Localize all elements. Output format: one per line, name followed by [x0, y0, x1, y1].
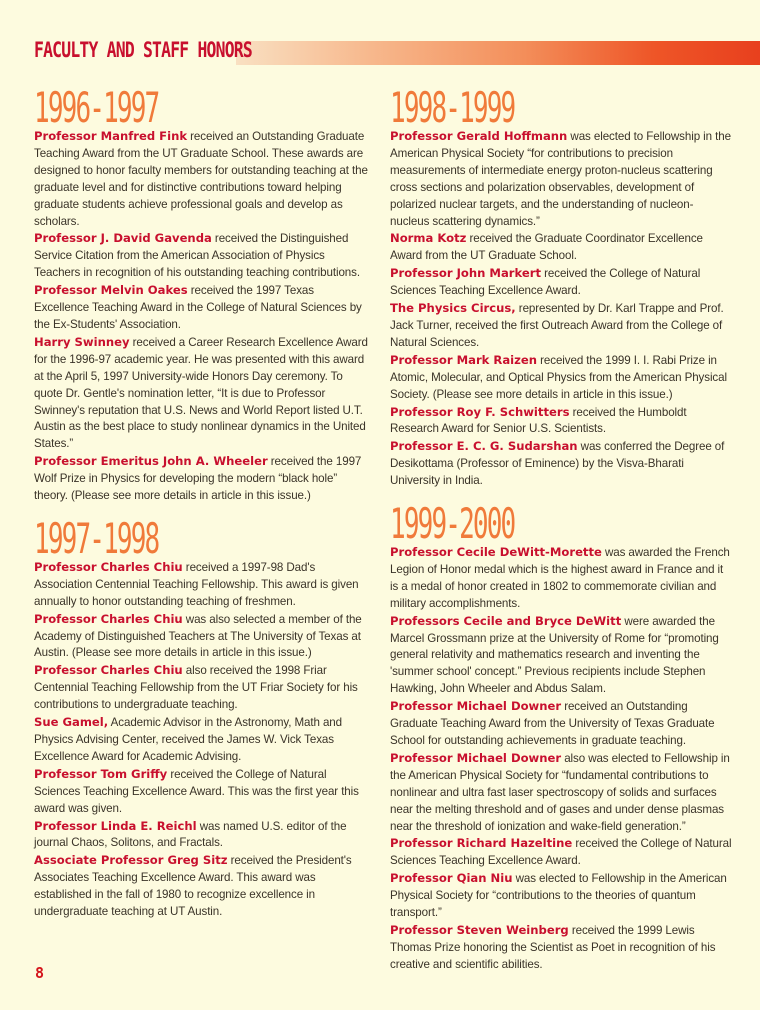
honor-entry: [390, 300, 732, 352]
honor-entry: [390, 698, 732, 750]
honor-text: received the 1999 Lewis Thomas Prize honoring the Scientist as Poet in recognition of his creative and scientific abilities.: [390, 923, 716, 971]
honor-entry: [34, 662, 370, 714]
honor-entry: [390, 438, 732, 490]
right-column: [390, 83, 732, 974]
honor-text: received a 1997-98 Dad's Association Centennial Teaching Fellowship. This award is given annually to honor outstanding teaching of freshmen.: [34, 560, 359, 608]
honor-text: was also selected a member of the Academy of Distinguished Teachers at The University of Texas at Austin. (Please see more details in article in this issue.): [34, 612, 362, 660]
honor-entry: [390, 404, 732, 439]
honoree-name: Professor Manfred Fink: [34, 129, 188, 143]
honor-text: represented by Dr. Karl Trappe and Prof. Jack Turner, received the first Outreach Award from the College of Natural Sciences.: [390, 302, 724, 349]
honoree-name: The Physics Circus,: [390, 301, 516, 316]
section-1998-1999: [390, 83, 732, 490]
honor-text: was awarded the French Legion of Honor medal which is the highest award in France and it is a medal of honor created in 1802 to commemorate civilian and military accomplishments.: [390, 546, 730, 610]
year-heading: 1996-1997: [34, 83, 159, 132]
honor-entry: [390, 870, 732, 922]
honoree-name: Sue Gamel,: [34, 715, 109, 730]
honoree-name: Professor Linda E. Reichl: [34, 818, 197, 833]
honor-text: received the Graduate Coordinator Excellence Award from the UT Graduate School.: [390, 232, 703, 263]
honor-entry: [34, 611, 370, 663]
honoree-name: Associate Professor Greg Sitz: [34, 853, 228, 868]
honor-entry: [390, 265, 732, 300]
honoree-name: Professor Cecile DeWitt-Morette: [390, 545, 602, 560]
honoree-name: Professor Michael Downer: [390, 699, 562, 714]
honoree-name: Professor Michael Downer: [390, 750, 562, 765]
honor-text: received the 1999 I. I. Rabi Prize in Atomic, Molecular, and Optical Physics from the American Physical Society. (Please see more details in article in this issue.): [390, 353, 727, 401]
section-1997-1998: [34, 513, 370, 921]
honor-entry: [390, 544, 732, 613]
honor-text: were awarded the Marcel Grossmann prize at the University of Rome for “promoting general relativity and mathematics research and inventing the 'summer school' concept.” Previous recipients include Stephen Hawking, John Wheeler and Abdus Salam.: [390, 614, 719, 696]
honoree-name: Professor Melvin Oakes: [34, 283, 188, 298]
honor-text: was elected to Fellowship in the American Physical Society “for contributions to precision measurements of intermediate energy proton-nucleus scattering cross sections and polarization observables, development of polarized nuclear targets, and the understanding of nucleon-nucleus scattering dynamics.”: [390, 130, 731, 228]
honor-text: received the College of Natural Sciences Teaching Excellence Award. This was the first year this award was given.: [34, 767, 359, 815]
honor-entry: [34, 230, 370, 282]
honoree-name: Professor Steven Weinberg: [390, 922, 569, 937]
honor-text: also was elected to Fellowship in the American Physical Society for “fundamental contributions to nonlinear and ultra fast laser spectroscopy of solids and surfaces near the melting threshold and of gases and under dense plasmas near the threshold of ionization and wake-field generation.”: [390, 751, 730, 833]
honoree-name: Professor Charles Chiu: [34, 611, 183, 626]
left-column: [34, 83, 370, 921]
honor-text: was named U.S. editor of the journal Chaos, Solitons, and Fractals.: [34, 819, 347, 850]
honoree-name: Professor Gerald Hoffmann: [390, 129, 568, 143]
header-gradient-band: [236, 41, 760, 65]
honor-entry: [34, 714, 370, 766]
honor-entry: [34, 128, 370, 230]
honoree-name: Professors Cecile and Bryce DeWitt: [390, 613, 622, 628]
honoree-name: Professor Roy F. Schwitters: [390, 404, 570, 419]
honor-entry: [390, 352, 732, 404]
honor-text: Academic Advisor in the Astronomy, Math and Physics Advising Center, received the James W. Vick Texas Excellence Award for Academic Advising.: [34, 716, 342, 763]
honor-entry: [34, 453, 370, 505]
page-title: FACULTY AND STAFF HONORS: [34, 38, 252, 62]
honoree-name: Professor E. C. G. Sudarshan: [390, 439, 578, 454]
honor-text: received the President's Associates Teaching Excellence Award. This award was established in the fall of 1980 to recognize excellence in undergraduate teaching at UT Austin.: [34, 854, 352, 919]
honor-text: received the 1997 Wolf Prize in Physics for developing the modern “black hole” theory. (Please see more details in article in this issue.): [34, 455, 362, 503]
honor-entry: [34, 559, 370, 611]
honoree-name: Professor J. David Gavenda: [34, 231, 212, 246]
honor-text: received an Outstanding Graduate Teaching Award from the UT Graduate School. These awards are designed to honor faculty members for outstanding teaching at the graduate level and for distinctive contributions toward helping graduate students achieve professional goals and develop as scholars.: [34, 130, 368, 228]
honor-entry: [390, 750, 732, 836]
year-heading: 1997-1998: [34, 513, 159, 563]
year-heading: 1999-2000: [390, 499, 515, 549]
honor-text: received the College of Natural Sciences Teaching Excellence Award.: [390, 267, 701, 298]
honor-entry: [34, 818, 370, 853]
honor-text: also received the 1998 Friar Centennial Teaching Fellowship from the UT Friar Society for his contributions to undergraduate teaching.: [34, 664, 358, 712]
honor-text: received a Career Research Excellence Award for the 1996-97 academic year. He was presented with this award at the April 5, 1997 University-wide Honors Day ceremony. To quote Dr. Gentle's nomination letter, “It is due to Professor Swinney's reputation that U.S. News and World Report listed U.T. Austin as the best place to study nonlinear dynamics in the United States.”: [34, 335, 368, 451]
honoree-name: Professor Tom Griffy: [34, 766, 168, 781]
honor-entry: [34, 852, 370, 921]
honor-entry: [34, 766, 370, 818]
section-1996-1997: [34, 83, 370, 505]
year-heading: 1998-1999: [390, 83, 515, 132]
honoree-name: Professor Charles Chiu: [34, 559, 183, 574]
honor-entry: [390, 835, 732, 870]
honor-text: received the Distinguished Service Citation from the American Association of Physics Teachers in recognition of his outstanding teaching contributions.: [34, 232, 360, 280]
page-number: 8: [35, 964, 45, 982]
section-1999-2000: [390, 499, 732, 974]
honoree-name: Professor Richard Hazeltine: [390, 836, 573, 851]
honor-text: received the 1997 Texas Excellence Teaching Award in the College of Natural Sciences by the Ex-Students' Association.: [34, 284, 362, 331]
honoree-name: Professor Emeritus John A. Wheeler: [34, 454, 268, 469]
honor-entry: [390, 613, 732, 699]
honor-entry: [34, 282, 370, 334]
honor-text: was conferred the Degree of Desikottama (Professor of Eminence) by the Visva-Bharati University in India.: [390, 440, 725, 488]
honoree-name: Professor Qian Niu: [390, 871, 513, 886]
honoree-name: Professor Mark Raizen: [390, 352, 538, 367]
honoree-name: Harry Swinney: [34, 334, 130, 349]
honor-text: was elected to Fellowship in the American Physical Society for “contributions to the theories of quantum transport.”: [390, 872, 727, 920]
honor-text: received an Outstanding Graduate Teaching Award from the University of Texas Graduate School for outstanding achievements in graduate teaching.: [390, 700, 715, 747]
honor-entry: [390, 230, 732, 265]
honoree-name: Professor Charles Chiu: [34, 663, 183, 678]
honoree-name: Professor John Markert: [390, 266, 542, 281]
honor-entry: [34, 334, 370, 453]
honor-entry: [390, 128, 732, 230]
honor-entry: [390, 922, 732, 974]
honor-text: received the Humboldt Research Award for Senior U.S. Scientists.: [390, 405, 687, 436]
honoree-name: Norma Kotz: [390, 231, 467, 246]
honor-text: received the College of Natural Sciences Teaching Excellence Award.: [390, 837, 732, 868]
